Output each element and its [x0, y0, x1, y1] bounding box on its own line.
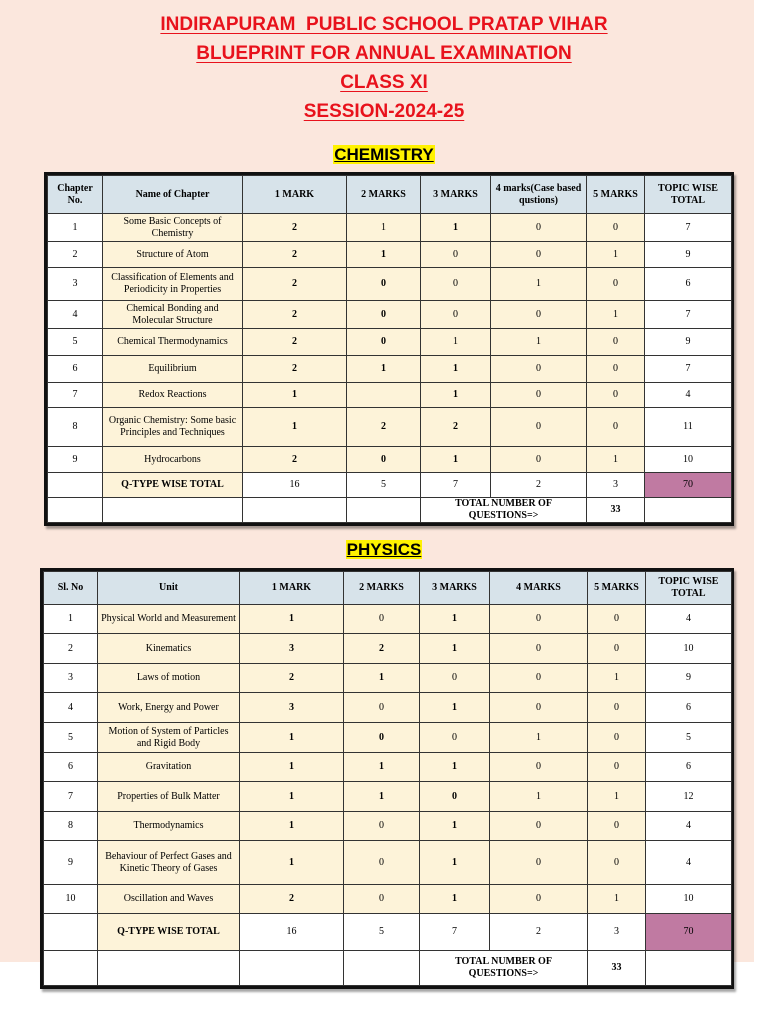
school-name: INDIRAPURAM PUBLIC SCHOOL PRATAP VIHAR	[160, 14, 608, 35]
row-total-cell: 7	[645, 301, 732, 329]
row-total-cell: 6	[646, 693, 732, 723]
row-total-cell: 4	[646, 605, 732, 634]
mark-count-cell: 0	[347, 268, 421, 301]
row-number-cell: 2	[44, 634, 98, 664]
mark-count-cell: 2	[347, 408, 421, 447]
mark-count-cell: 2	[243, 329, 347, 356]
row-name-cell: Behaviour of Perfect Gases and Kinetic Theory of Gases	[98, 841, 240, 885]
mark-count-cell: 0	[347, 329, 421, 356]
mark-count-cell: 0	[491, 301, 587, 329]
row-total-cell: 9	[645, 242, 732, 268]
row-number-cell: 5	[44, 723, 98, 753]
blueprint-title: BLUEPRINT FOR ANNUAL EXAMINATION	[196, 43, 572, 64]
question-count-value: 33	[588, 951, 646, 986]
mark-count-cell: 1	[243, 383, 347, 408]
mark-count-cell: 0	[490, 841, 588, 885]
row-total-cell: 9	[645, 329, 732, 356]
mark-count-cell: 0	[490, 753, 588, 782]
mark-count-cell: 0	[344, 885, 420, 914]
q-type-total-cell: 2	[490, 914, 588, 951]
table-row	[44, 885, 732, 914]
row-number-cell: 9	[44, 841, 98, 885]
mark-count-cell: 2	[243, 268, 347, 301]
column-header: 5 MARKS	[588, 572, 646, 605]
row-number-cell: 6	[48, 356, 103, 383]
empty-cell	[645, 498, 732, 523]
empty-cell	[646, 951, 732, 986]
column-header: 3 MARKS	[420, 572, 490, 605]
q-type-total-cell: 5	[347, 473, 421, 498]
mark-count-cell: 0	[587, 268, 645, 301]
row-number-cell: 1	[44, 605, 98, 634]
row-name-cell: Gravitation	[98, 753, 240, 782]
q-type-total-label: Q-TYPE WISE TOTAL	[103, 473, 243, 498]
row-number-cell: 10	[44, 885, 98, 914]
mark-count-cell: 0	[420, 664, 490, 693]
row-total-cell: 9	[646, 664, 732, 693]
row-name-cell: Laws of motion	[98, 664, 240, 693]
mark-count-cell: 0	[588, 841, 646, 885]
row-total-cell: 10	[645, 447, 732, 473]
row-name-cell: Redox Reactions	[103, 383, 243, 408]
column-header: TOPIC WISE TOTAL	[645, 176, 732, 214]
mark-count-cell: 0	[587, 356, 645, 383]
column-header: 4 marks(Case based qustions)	[491, 176, 587, 214]
mark-count-cell: 1	[420, 605, 490, 634]
table-row	[44, 812, 732, 841]
row-name-cell: Classification of Elements and Periodicity in Properties	[103, 268, 243, 301]
q-type-total-cell	[48, 473, 103, 498]
q-type-total-row	[48, 473, 732, 498]
row-name-cell: Equilibrium	[103, 356, 243, 383]
q-type-total-cell: 2	[491, 473, 587, 498]
mark-count-cell: 0	[344, 723, 420, 753]
mark-count-cell: 1	[240, 723, 344, 753]
row-name-cell: Structure of Atom	[103, 242, 243, 268]
mark-count-cell: 0	[421, 301, 491, 329]
empty-cell	[48, 498, 103, 523]
mark-count-cell: 1	[420, 841, 490, 885]
mark-count-cell: 1	[420, 812, 490, 841]
chemistry-table-frame	[44, 172, 734, 526]
empty-cell	[44, 951, 98, 986]
mark-count-cell: 2	[344, 634, 420, 664]
question-count-label: TOTAL NUMBER OF QUESTIONS=>	[421, 498, 587, 523]
mark-count-cell: 1	[587, 447, 645, 473]
row-number-cell: 4	[48, 301, 103, 329]
mark-count-cell: 1	[587, 301, 645, 329]
mark-count-cell: 1	[240, 841, 344, 885]
row-number-cell: 2	[48, 242, 103, 268]
row-name-cell: Motion of System of Particles and Rigid Body	[98, 723, 240, 753]
row-number-cell: 7	[44, 782, 98, 812]
row-total-cell: 6	[645, 268, 732, 301]
mark-count-cell: 1	[588, 664, 646, 693]
mark-count-cell: 1	[420, 753, 490, 782]
row-number-cell: 9	[48, 447, 103, 473]
column-header: 1 MARK	[243, 176, 347, 214]
mark-count-cell: 0	[491, 356, 587, 383]
row-name-cell: Properties of Bulk Matter	[98, 782, 240, 812]
mark-count-cell: 0	[420, 782, 490, 812]
row-total-cell: 7	[645, 356, 732, 383]
mark-count-cell: 0	[587, 408, 645, 447]
empty-cell	[243, 498, 347, 523]
mark-count-cell: 0	[421, 268, 491, 301]
row-number-cell: 3	[48, 268, 103, 301]
mark-count-cell: 0	[490, 885, 588, 914]
table-row	[48, 329, 732, 356]
table-row	[44, 664, 732, 693]
table-row	[48, 447, 732, 473]
class-title: CLASS XI	[340, 72, 428, 93]
column-header: 5 MARKS	[587, 176, 645, 214]
table-row	[44, 693, 732, 723]
mark-count-cell: 1	[421, 447, 491, 473]
row-total-cell: 4	[646, 841, 732, 885]
mark-count-cell: 0	[347, 447, 421, 473]
mark-count-cell: 0	[490, 812, 588, 841]
mark-count-cell: 1	[421, 383, 491, 408]
column-header: 1 MARK	[240, 572, 344, 605]
mark-count-cell: 0	[344, 841, 420, 885]
table-row	[44, 841, 732, 885]
grand-total-cell: 70	[645, 473, 732, 498]
q-type-total-cell	[44, 914, 98, 951]
document-header	[0, 10, 768, 126]
row-name-cell: Some Basic Concepts of Chemistry	[103, 214, 243, 242]
mark-count-cell: 2	[243, 356, 347, 383]
mark-count-cell: 0	[490, 693, 588, 723]
table-row	[48, 214, 732, 242]
row-total-cell: 7	[645, 214, 732, 242]
physics-header-row	[44, 572, 732, 605]
mark-count-cell: 0	[588, 753, 646, 782]
row-number-cell: 5	[48, 329, 103, 356]
q-type-total-cell: 7	[421, 473, 491, 498]
q-type-total-label: Q-TYPE WISE TOTAL	[98, 914, 240, 951]
mark-count-cell: 3	[240, 634, 344, 664]
question-count-label: TOTAL NUMBER OF QUESTIONS=>	[420, 951, 588, 986]
empty-cell	[240, 951, 344, 986]
mark-count-cell: 1	[491, 329, 587, 356]
column-header: 2 MARKS	[344, 572, 420, 605]
mark-count-cell: 2	[421, 408, 491, 447]
mark-count-cell: 0	[491, 214, 587, 242]
column-header: 3 MARKS	[421, 176, 491, 214]
mark-count-cell: 0	[491, 383, 587, 408]
chemistry-title: CHEMISTRY	[334, 145, 434, 164]
mark-count-cell: 1	[347, 356, 421, 383]
row-number-cell: 3	[44, 664, 98, 693]
column-header: TOPIC WISE TOTAL	[646, 572, 732, 605]
q-type-total-cell: 3	[588, 914, 646, 951]
mark-count-cell: 0	[587, 214, 645, 242]
row-name-cell: Hydrocarbons	[103, 447, 243, 473]
mark-count-cell: 0	[587, 383, 645, 408]
mark-count-cell: 2	[243, 242, 347, 268]
physics-title: PHYSICS	[346, 540, 422, 559]
q-type-total-cell: 16	[240, 914, 344, 951]
physics-heading	[0, 540, 768, 560]
mark-count-cell: 0	[344, 605, 420, 634]
mark-count-cell: 0	[588, 605, 646, 634]
table-row	[48, 301, 732, 329]
mark-count-cell: 1	[240, 812, 344, 841]
table-row	[48, 356, 732, 383]
mark-count-cell: 1	[587, 242, 645, 268]
row-name-cell: Work, Energy and Power	[98, 693, 240, 723]
chemistry-table	[47, 175, 732, 523]
mark-count-cell: 0	[490, 605, 588, 634]
table-row	[48, 383, 732, 408]
mark-count-cell: 0	[491, 447, 587, 473]
row-name-cell: Organic Chemistry: Some basic Principles and Techniques	[103, 408, 243, 447]
empty-cell	[98, 951, 240, 986]
mark-count-cell: 0	[490, 634, 588, 664]
question-count-row	[48, 498, 732, 523]
row-number-cell: 6	[44, 753, 98, 782]
mark-count-cell: 2	[243, 447, 347, 473]
row-total-cell: 12	[646, 782, 732, 812]
column-header: Name of Chapter	[103, 176, 243, 214]
mark-count-cell: 0	[421, 242, 491, 268]
mark-count-cell: 0	[588, 812, 646, 841]
row-total-cell: 4	[646, 812, 732, 841]
column-header: Sl. No	[44, 572, 98, 605]
table-row	[48, 268, 732, 301]
column-header: 4 MARKS	[490, 572, 588, 605]
mark-count-cell: 0	[491, 408, 587, 447]
mark-count-cell: 0	[490, 664, 588, 693]
mark-count-cell: 2	[240, 885, 344, 914]
row-number-cell: 7	[48, 383, 103, 408]
mark-count-cell: 1	[344, 753, 420, 782]
row-total-cell: 10	[646, 634, 732, 664]
row-total-cell: 10	[646, 885, 732, 914]
row-number-cell: 8	[44, 812, 98, 841]
row-number-cell: 8	[48, 408, 103, 447]
empty-cell	[344, 951, 420, 986]
mark-count-cell: 0	[587, 329, 645, 356]
mark-count-cell: 1	[347, 242, 421, 268]
mark-count-cell: 1	[420, 885, 490, 914]
mark-count-cell: 1	[421, 214, 491, 242]
mark-count-cell: 2	[240, 664, 344, 693]
row-number-cell: 1	[48, 214, 103, 242]
mark-count-cell: 1	[588, 885, 646, 914]
table-row	[44, 753, 732, 782]
mark-count-cell: 1	[420, 693, 490, 723]
mark-count-cell: 3	[240, 693, 344, 723]
mark-count-cell: 2	[243, 301, 347, 329]
table-row	[48, 242, 732, 268]
mark-count-cell: 1	[588, 782, 646, 812]
mark-count-cell: 0	[344, 693, 420, 723]
chemistry-header-row	[48, 176, 732, 214]
row-total-cell: 6	[646, 753, 732, 782]
q-type-total-row	[44, 914, 732, 951]
mark-count-cell: 1	[421, 329, 491, 356]
q-type-total-cell: 7	[420, 914, 490, 951]
row-name-cell: Oscillation and Waves	[98, 885, 240, 914]
row-name-cell: Chemical Bonding and Molecular Structure	[103, 301, 243, 329]
row-name-cell: Thermodynamics	[98, 812, 240, 841]
mark-count-cell: 1	[344, 664, 420, 693]
mark-count-cell: 0	[588, 723, 646, 753]
table-row	[48, 408, 732, 447]
question-count-row	[44, 951, 732, 986]
row-total-cell: 5	[646, 723, 732, 753]
q-type-total-cell: 16	[243, 473, 347, 498]
mark-count-cell: 0	[420, 723, 490, 753]
q-type-total-cell: 3	[587, 473, 645, 498]
row-number-cell: 4	[44, 693, 98, 723]
empty-cell	[103, 498, 243, 523]
mark-count-cell: 0	[588, 634, 646, 664]
row-name-cell: Kinematics	[98, 634, 240, 664]
row-total-cell: 4	[645, 383, 732, 408]
physics-table	[43, 571, 732, 986]
empty-cell	[347, 498, 421, 523]
mark-count-cell: 1	[490, 782, 588, 812]
mark-count-cell: 1	[347, 214, 421, 242]
table-row	[44, 605, 732, 634]
column-header: Unit	[98, 572, 240, 605]
q-type-total-cell: 5	[344, 914, 420, 951]
mark-count-cell: 0	[491, 242, 587, 268]
mark-count-cell: 1	[491, 268, 587, 301]
question-count-value: 33	[587, 498, 645, 523]
chemistry-heading	[0, 145, 768, 165]
mark-count-cell: 1	[490, 723, 588, 753]
mark-count-cell: 1	[421, 356, 491, 383]
row-name-cell: Chemical Thermodynamics	[103, 329, 243, 356]
mark-count-cell: 2	[243, 214, 347, 242]
table-row	[44, 634, 732, 664]
mark-count-cell: 1	[240, 605, 344, 634]
mark-count-cell: 0	[344, 812, 420, 841]
grand-total-cell: 70	[646, 914, 732, 951]
mark-count-cell	[347, 383, 421, 408]
mark-count-cell: 0	[588, 693, 646, 723]
physics-table-frame	[40, 568, 734, 989]
mark-count-cell: 1	[420, 634, 490, 664]
mark-count-cell: 1	[344, 782, 420, 812]
row-total-cell: 11	[645, 408, 732, 447]
table-row	[44, 723, 732, 753]
column-header: Chapter No.	[48, 176, 103, 214]
session-title: SESSION-2024-25	[303, 101, 465, 122]
mark-count-cell: 1	[243, 408, 347, 447]
row-name-cell: Physical World and Measurement	[98, 605, 240, 634]
mark-count-cell: 1	[240, 782, 344, 812]
column-header: 2 MARKS	[347, 176, 421, 214]
mark-count-cell: 0	[347, 301, 421, 329]
mark-count-cell: 1	[240, 753, 344, 782]
table-row	[44, 782, 732, 812]
